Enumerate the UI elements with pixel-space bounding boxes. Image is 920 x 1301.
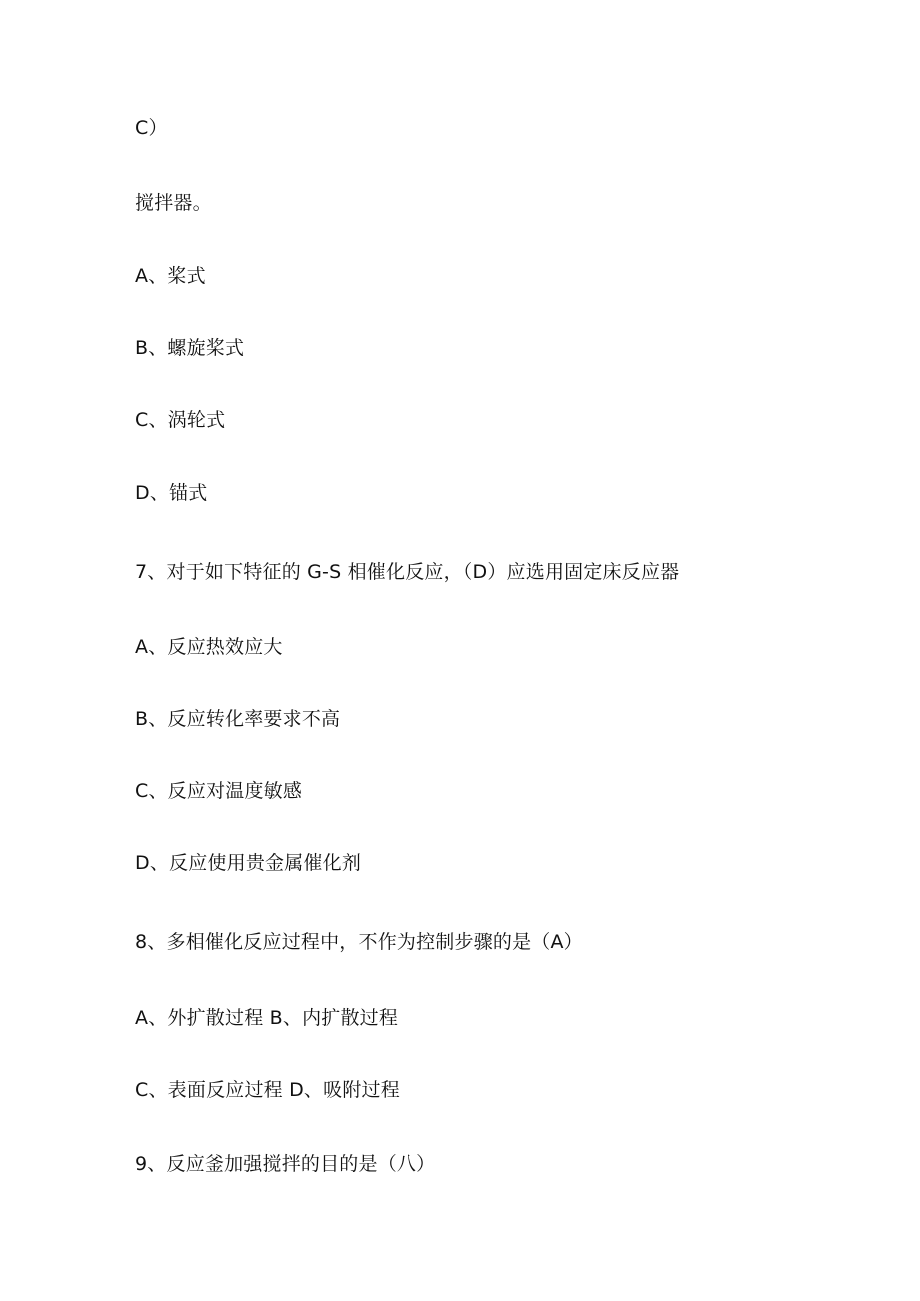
option-d: D、锚式 bbox=[135, 482, 208, 504]
q8-options-cd: C、表面反应过程 D、吸附过程 bbox=[135, 1079, 400, 1101]
option-b: B、螺旋桨式 bbox=[135, 337, 245, 359]
q7-option-b: B、反应转化率要求不高 bbox=[135, 708, 341, 730]
q7-option-a: A、反应热效应大 bbox=[135, 636, 283, 658]
question-8: 8、多相催化反应过程中，不作为控制步骤的是（A） bbox=[135, 931, 583, 953]
q7-option-c: C、反应对温度敏感 bbox=[135, 780, 303, 802]
question-7: 7、对于如下特征的 G-S 相催化反应，（D）应选用固定床反应器 bbox=[135, 561, 680, 583]
option-c: C、涡轮式 bbox=[135, 409, 226, 431]
option-a: A、桨式 bbox=[135, 265, 206, 287]
q7-option-d: D、反应使用贵金属催化剂 bbox=[135, 852, 362, 874]
question-fragment: 搅拌器。 bbox=[135, 192, 212, 214]
question-9: 9、反应釜加强搅拌的目的是（八） bbox=[135, 1153, 436, 1175]
q8-options-ab: A、外扩散过程 B、内扩散过程 bbox=[135, 1007, 399, 1029]
answer-fragment: C） bbox=[135, 117, 168, 139]
